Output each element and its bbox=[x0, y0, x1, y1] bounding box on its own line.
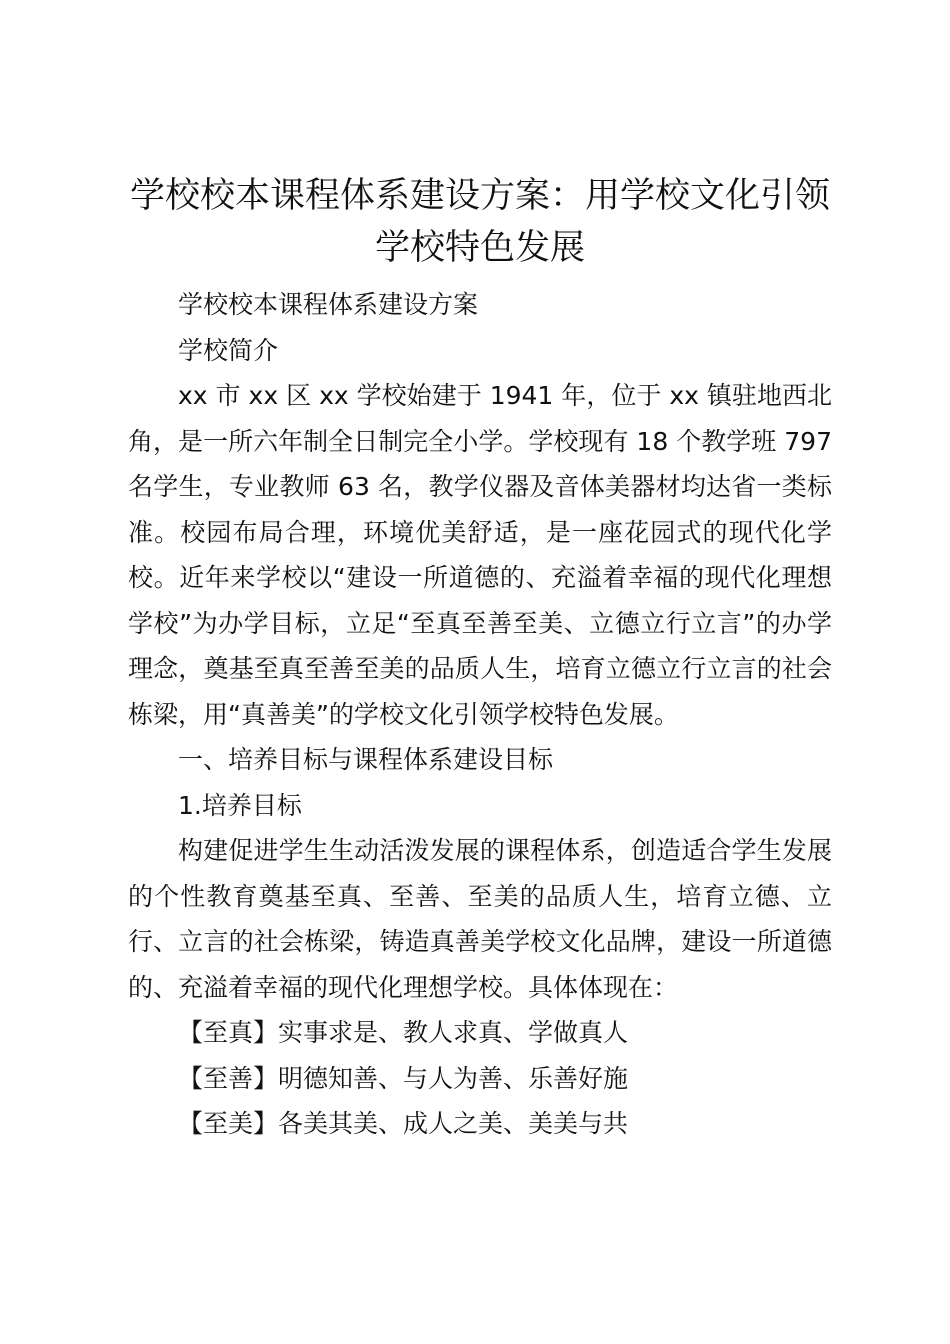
training-goals-paragraph: 构建促进学生生动活泼发展的课程体系，创造适合学生发展的个性教育奠基至真、至善、至美的品质人生，培育立德、立行、立言的社会栋梁，铸造真善美学校文化品牌，建设一所道德的、充溢着幸福的现代化理想学校。具体体现在： bbox=[128, 836, 832, 1002]
school-intro-paragraph: xx 市 xx 区 xx 学校始建于 1941 年，位于 xx 镇驻地西北角，是一所六年制全日制完全小学。学校现有 18 个教学班 797 名学生，专业教师 63 名，教学仪器及音体美器材均达省一类标准。校园布局合理，环境优美舒适，是一座花园式的现代化学校。近年来学校以“建设一所道德的、充溢着幸福的现代化理想学校”为办学目标，立足“至真至善至美、立德立行立言”的办学理念，奠基至真至善至美的品质人生，培育立德立行立言的社会栋梁，用“真善美”的学校文化引领学校特色发展。 bbox=[128, 381, 832, 729]
goal-item-zhizhen: 【至真】实事求是、教人求真、学做真人 bbox=[178, 1018, 629, 1047]
subsection-heading-training-goals: 1.培养目标 bbox=[178, 790, 302, 820]
section-heading-school-intro: 学校简介 bbox=[178, 335, 279, 365]
subtitle-paragraph: 学校校本课程体系建设方案 bbox=[178, 290, 479, 319]
document-body bbox=[128, 170, 832, 1147]
section-heading-goals: 一、培养目标与课程体系建设目标 bbox=[178, 745, 554, 774]
goal-item-zhimei: 【至美】各美其美、成人之美、美美与共 bbox=[178, 1109, 629, 1138]
goal-item-zhishan: 【至善】明德知善、与人为善、乐善好施 bbox=[178, 1063, 629, 1093]
document-title: 学校校本课程体系建设方案：用学校文化引领学校特色发展 bbox=[129, 176, 830, 268]
